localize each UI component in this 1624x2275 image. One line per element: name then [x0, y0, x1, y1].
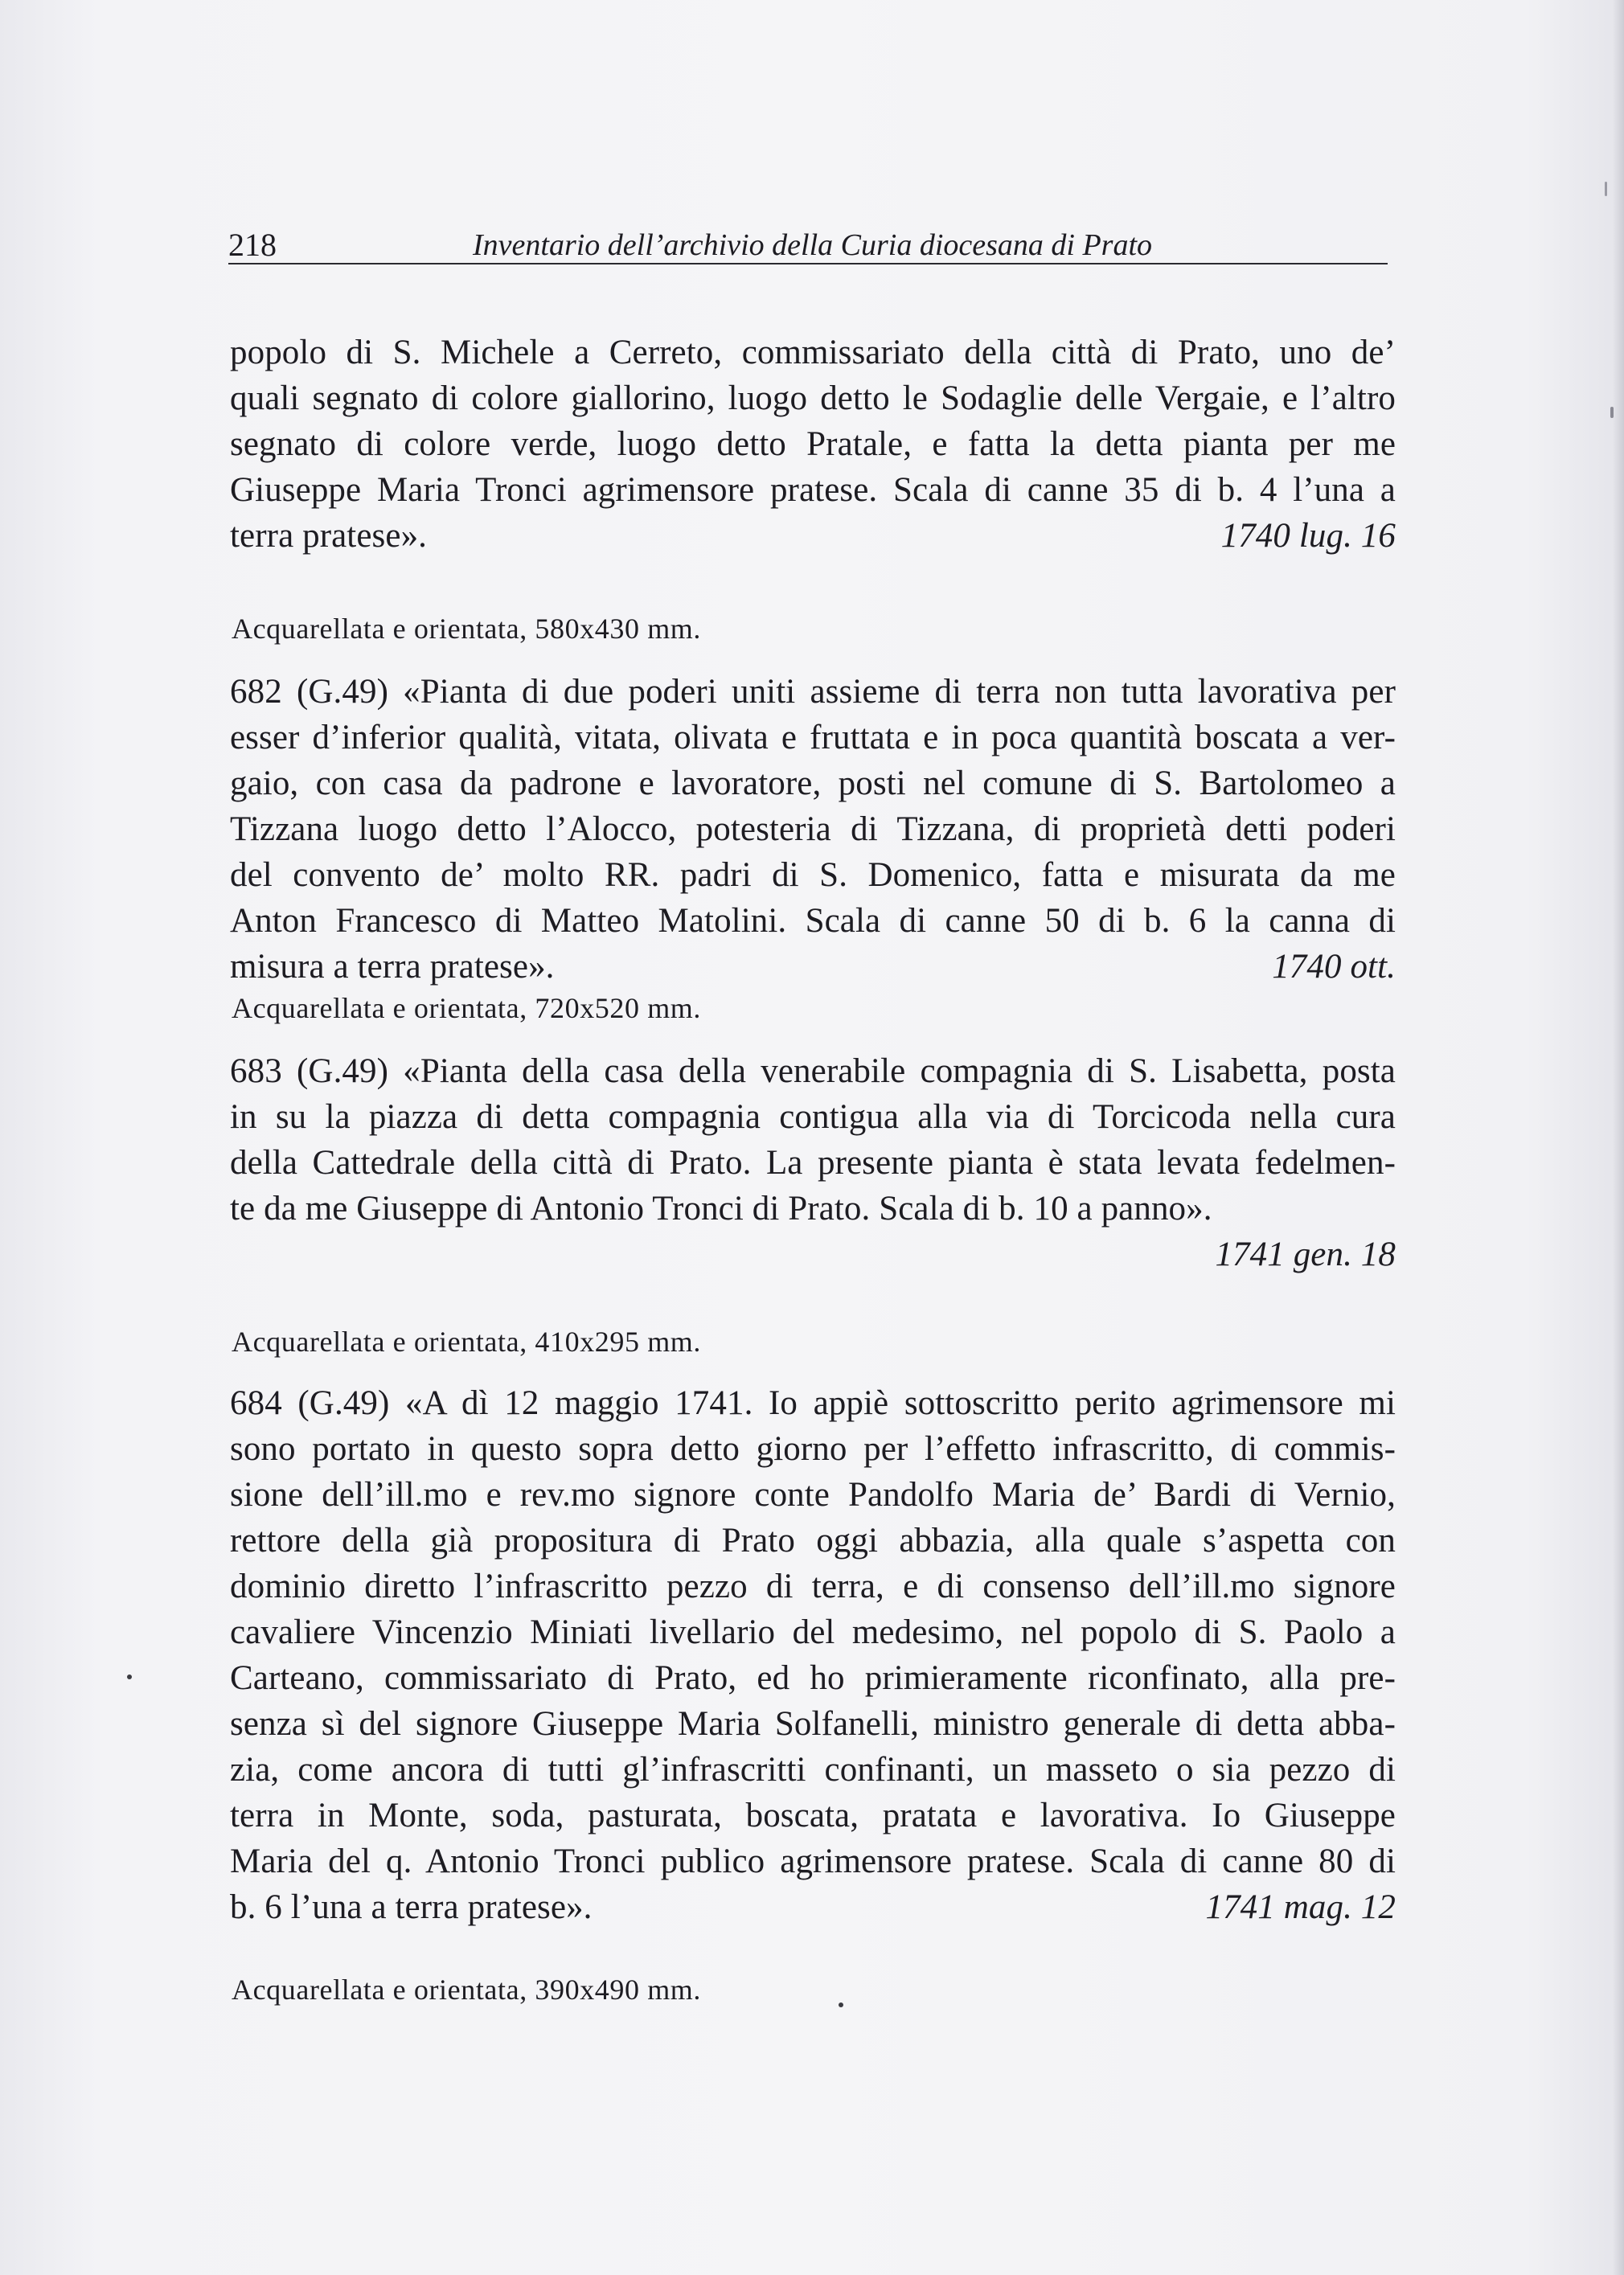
entry-683	[230, 1048, 1396, 1277]
entry-date: 1741 gen. 18	[1215, 1236, 1396, 1273]
entry-date: 1740 ott.	[1272, 948, 1396, 986]
text-line: Anton Francesco di Matteo Matolini. Scala di canne 50 di b. 6 la canna di	[230, 902, 1396, 940]
scan-speck	[1605, 182, 1607, 196]
text-line-last	[230, 1186, 1396, 1232]
scan-speck	[839, 2002, 843, 2007]
text-line: della Cattedrale della città di Prato. La presente pianta è stata levata fedelmen-	[230, 1144, 1396, 1182]
text-line: segnato di colore verde, luogo detto Pratale, e fatta la detta pianta per me	[230, 425, 1396, 463]
text-line-end: b. 6 l’una a terra pratese».	[230, 1888, 593, 1926]
text-line: Tizzana luogo detto l’Alocco, potesteria di Tizzana, di proprietà detti poderi	[230, 810, 1396, 848]
text-line: gaio, con casa da padrone e lavoratore, posti nel comune di S. Bartolomeo a	[230, 764, 1396, 802]
text-line: dominio diretto l’infrascritto pezzo di terra, e di consenso dell’ill.mo signore	[230, 1568, 1396, 1605]
text-line: in su la piazza di detta compagnia contigua alla via di Torcicoda nella cura	[230, 1098, 1396, 1136]
text-line-end: te da me Giuseppe di Antonio Tronci di Prato. Scala di b. 10 a panno».	[230, 1190, 1212, 1228]
entry-date: 1740 lug. 16	[1220, 517, 1396, 555]
text-line: cavaliere Vincenzio Miniati livellario del medesimo, nel popolo di S. Paolo a	[230, 1613, 1396, 1651]
text-line: 682 (G.49) «Pianta di due poderi uniti assieme di terra non tutta lavorativa per	[230, 673, 1396, 711]
text-line-last	[230, 1884, 1396, 1930]
text-line: zia, come ancora di tutti gl’infrascritti confinanti, un masseto o sia pezzo di	[230, 1751, 1396, 1789]
entry-continuation	[230, 330, 1396, 559]
text-line: rettore della già propositura di Prato oggi abbazia, alla quale s’aspetta con	[230, 1522, 1396, 1560]
text-line: Giuseppe Maria Tronci agrimensore pratese. Scala di canne 35 di b. 4 l’una a	[230, 471, 1396, 509]
text-line: terra in Monte, soda, pasturata, boscata, pratata e lavorativa. Io Giuseppe	[230, 1797, 1396, 1834]
scan-speck	[127, 1674, 132, 1679]
text-line-end: misura a terra pratese».	[230, 948, 555, 986]
text-line: 684 (G.49) «A dì 12 maggio 1741. Io appiè sottoscritto perito agrimensore mi	[230, 1384, 1396, 1422]
page-number: 218	[228, 227, 277, 263]
text-line: Maria del q. Antonio Tronci publico agrimensore pratese. Scala di canne 80 di	[230, 1843, 1396, 1880]
text-line: sione dell’ill.mo e rev.mo signore conte Pandolfo Maria de’ Bardi di Vernio,	[230, 1476, 1396, 1514]
running-title: Inventario dell’archivio della Curia diocesana di Prato	[473, 228, 1153, 262]
text-line: quali segnato di colore giallorino, luogo detto le Sodaglie delle Vergaie, e l’altro	[230, 379, 1396, 417]
text-line-last	[230, 944, 1396, 990]
entry-684	[230, 1380, 1396, 1930]
text-line: popolo di S. Michele a Cerreto, commissariato della città di Prato, uno de’	[230, 334, 1396, 371]
page-edge-shadow	[1613, 0, 1624, 2275]
text-line: esser d’inferior qualità, vitata, olivata e fruttata e in poca quantità boscata a ver-	[230, 719, 1396, 756]
entry-note: Acquarellata e orientata, 720x520 mm.	[232, 992, 701, 1024]
entry-note: Acquarellata e orientata, 390x490 mm.	[232, 1974, 701, 2006]
text-line: senza sì del signore Giuseppe Maria Solfanelli, ministro generale di detta abba-	[230, 1705, 1396, 1743]
page-header	[228, 228, 1388, 264]
text-line-last	[230, 513, 1396, 559]
text-line: Carteano, commissariato di Prato, ed ho primieramente riconfinato, alla pre-	[230, 1659, 1396, 1697]
text-line: del convento de’ molto RR. padri di S. Domenico, fatta e misurata da me	[230, 856, 1396, 894]
entry-note: Acquarellata e orientata, 580x430 mm.	[232, 613, 701, 645]
text-line: 683 (G.49) «Pianta della casa della venerabile compagnia di S. Lisabetta, posta	[230, 1052, 1396, 1090]
text-line: sono portato in questo sopra detto giorno per l’effetto infrascritto, di commis-	[230, 1430, 1396, 1468]
entry-682	[230, 669, 1396, 990]
entry-date: 1741 mag. 12	[1205, 1888, 1396, 1926]
text-line-end: terra pratese».	[230, 517, 428, 555]
entry-note: Acquarellata e orientata, 410x295 mm.	[232, 1326, 701, 1358]
